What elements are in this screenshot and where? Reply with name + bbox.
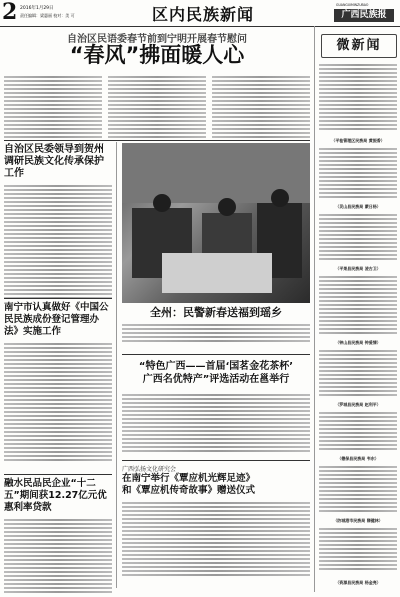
divider	[4, 298, 112, 299]
section-title: 区内民族新闻	[152, 5, 255, 24]
brief-source: （防城港市民族局 隋健林）	[333, 518, 383, 523]
photo-caption-text	[122, 322, 310, 352]
brand-logo: 广西民族报	[334, 9, 394, 22]
brief-6	[319, 410, 397, 454]
lead-title: “春风”拂面暖人心	[69, 43, 245, 67]
research-title-line2: 和《覃应机传奇故事》赠送仪式	[122, 485, 256, 496]
sidebar-title-box	[321, 34, 397, 58]
research-kicker: 广西弘扬文化研究会	[122, 466, 177, 473]
brief-1	[319, 62, 397, 134]
photo-scene	[122, 143, 310, 303]
brief-3	[319, 212, 397, 264]
article-nanning	[4, 302, 112, 469]
brief-source: （德保县民族局 韦东）	[337, 456, 379, 461]
article-title: 南宁市认真做好《中国公民民族成份登记管理办法》实施工作	[4, 302, 109, 337]
sidebar-title: 微新闻	[336, 38, 382, 53]
research-title-line1: 在南宁举行《覃应机光辉足迹》	[122, 473, 256, 484]
brief-7	[319, 464, 397, 516]
article-rongshui	[4, 478, 112, 597]
brief-source: （平桂管理区民族局 黄振香）	[331, 138, 385, 143]
article-body	[4, 341, 112, 469]
sidebar	[314, 26, 400, 592]
divider	[4, 140, 310, 141]
research-body	[122, 500, 310, 588]
lead-body-col-3	[212, 74, 310, 138]
lead-body	[4, 74, 310, 138]
contest-title-line1: “特色广西——首届‘国茗金花茶杯’	[138, 361, 294, 372]
brand-pinyin: GUANGXIMINZUBAO	[336, 3, 369, 7]
article-title: 自治区民委领导到贺州调研民族文化传承保护工作	[4, 144, 104, 179]
brief-source: （罗城县民族局 赵利平）	[335, 402, 381, 407]
brief-8	[319, 526, 397, 576]
editor-credit: 责任编辑：梁惠丽 校对：美 可	[20, 13, 75, 18]
contest-title-line2: 广西名优特产”评选活动在邕举行	[142, 374, 290, 385]
brief-source: （钟山县民族局 钟爱情）	[335, 340, 381, 345]
brief-source: （资源县民族局 杨金亮）	[335, 580, 381, 585]
column-divider	[116, 142, 117, 588]
page-header	[0, 0, 400, 27]
news-photo	[122, 143, 310, 303]
divider	[122, 460, 310, 461]
contest-headline	[122, 360, 310, 386]
lead-body-col-1	[4, 74, 102, 138]
contest-body	[122, 392, 310, 456]
brief-4	[319, 274, 397, 338]
brief-source: （平果县民族局 凌古卫）	[335, 266, 381, 271]
article-title: 融水民品民企业“十二五”期间获12.27亿元优惠利率贷款	[4, 478, 107, 513]
photo-caption-title: 全州：民警新春送福到瑶乡	[150, 306, 282, 319]
article-hezhou	[4, 144, 112, 303]
divider	[4, 474, 112, 475]
brief-5	[319, 348, 397, 400]
issue-date: 2016年1月29日	[20, 6, 54, 11]
brief-2	[319, 146, 397, 202]
brief-source: （灵山县民族局 蒙日杨）	[335, 204, 381, 209]
divider	[122, 354, 310, 355]
article-body	[4, 183, 112, 303]
lead-body-col-2	[108, 74, 206, 138]
research-headline	[122, 473, 310, 497]
lead-kicker: 自治区民语委春节前到宁明开展春节慰问	[67, 34, 247, 45]
article-body	[4, 517, 112, 597]
page-number: 2	[2, 0, 18, 25]
